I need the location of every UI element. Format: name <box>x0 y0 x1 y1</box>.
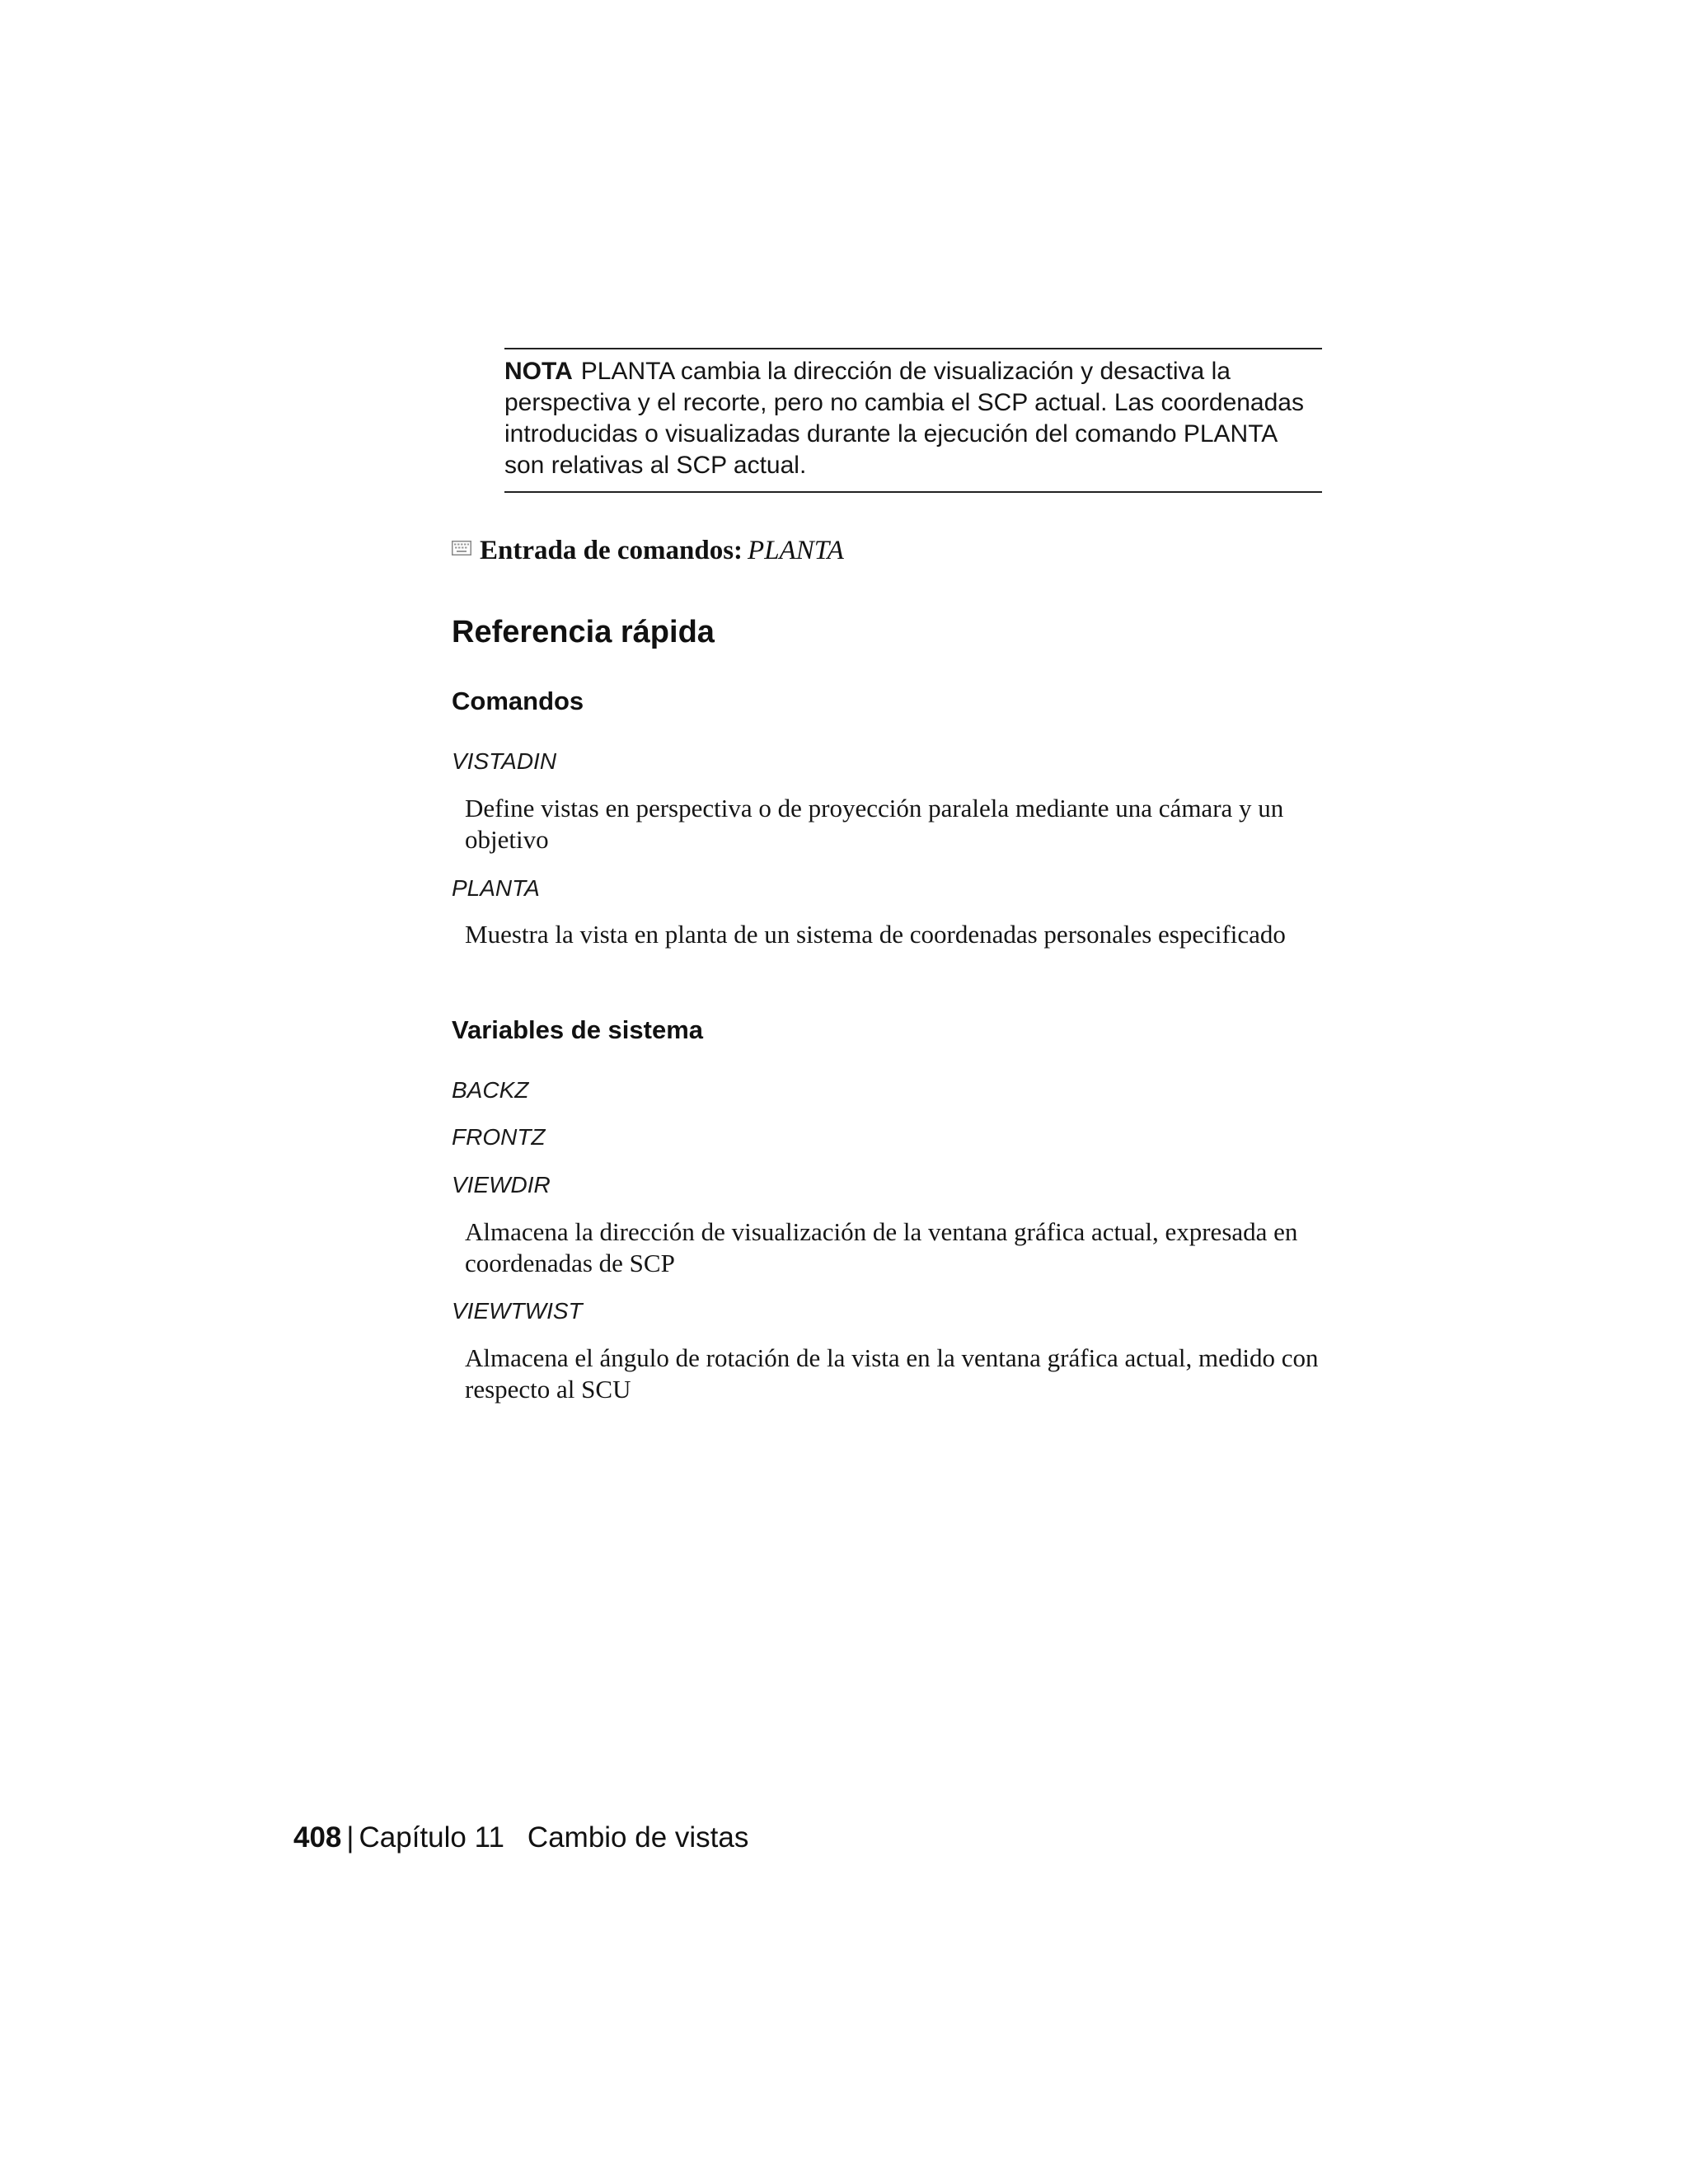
variable-term: VIEWDIR <box>452 1172 551 1197</box>
variables-heading: Variables de sistema <box>452 1015 704 1044</box>
chapter-label: Capítulo 11 <box>359 1821 504 1854</box>
commands-heading: Comandos <box>452 687 584 715</box>
note-label: NOTA <box>504 358 573 385</box>
chapter-title: Cambio de vistas <box>527 1821 749 1854</box>
command-description: Muestra la vista en planta de un sistema de coordenadas personales especificado <box>465 920 1286 949</box>
note-text: PLANTA cambia la dirección de visualización y desactiva la perspectiva y el recorte, pero no cambia el SCP actual. Las coordenadas introducidas o visualizadas durante la ejecución del comando PLANTA son relativas al SCP actual. <box>504 358 1304 479</box>
command-entry-label: Entrada de comandos: <box>480 536 743 565</box>
command-entry-value: PLANTA <box>748 536 844 565</box>
variable-description: Almacena el ángulo de rotación de la vista en la ventana gráfica actual, medido con respecto al SCU <box>465 1343 1319 1404</box>
variable-term: BACKZ <box>452 1077 529 1103</box>
command-entry <box>452 534 844 567</box>
quick-reference-title: Referencia rápida <box>452 615 715 649</box>
keyboard-icon <box>452 541 471 555</box>
command-term: VISTADIN <box>452 748 557 774</box>
variable-term: VIEWTWIST <box>452 1298 583 1324</box>
command-description: Define vistas en perspectiva o de proyección paralela mediante una cámara y un objetivo <box>465 794 1284 854</box>
variable-description: Almacena la dirección de visualización de la ventana gráfica actual, expresada en coordenadas de SCP <box>465 1217 1298 1277</box>
command-term: PLANTA <box>452 875 540 901</box>
variable-term: FRONTZ <box>452 1124 546 1150</box>
footer-separator: | <box>346 1821 354 1854</box>
page-footer <box>293 1820 748 1856</box>
note-box <box>504 348 1322 493</box>
page-number: 408 <box>293 1821 342 1854</box>
